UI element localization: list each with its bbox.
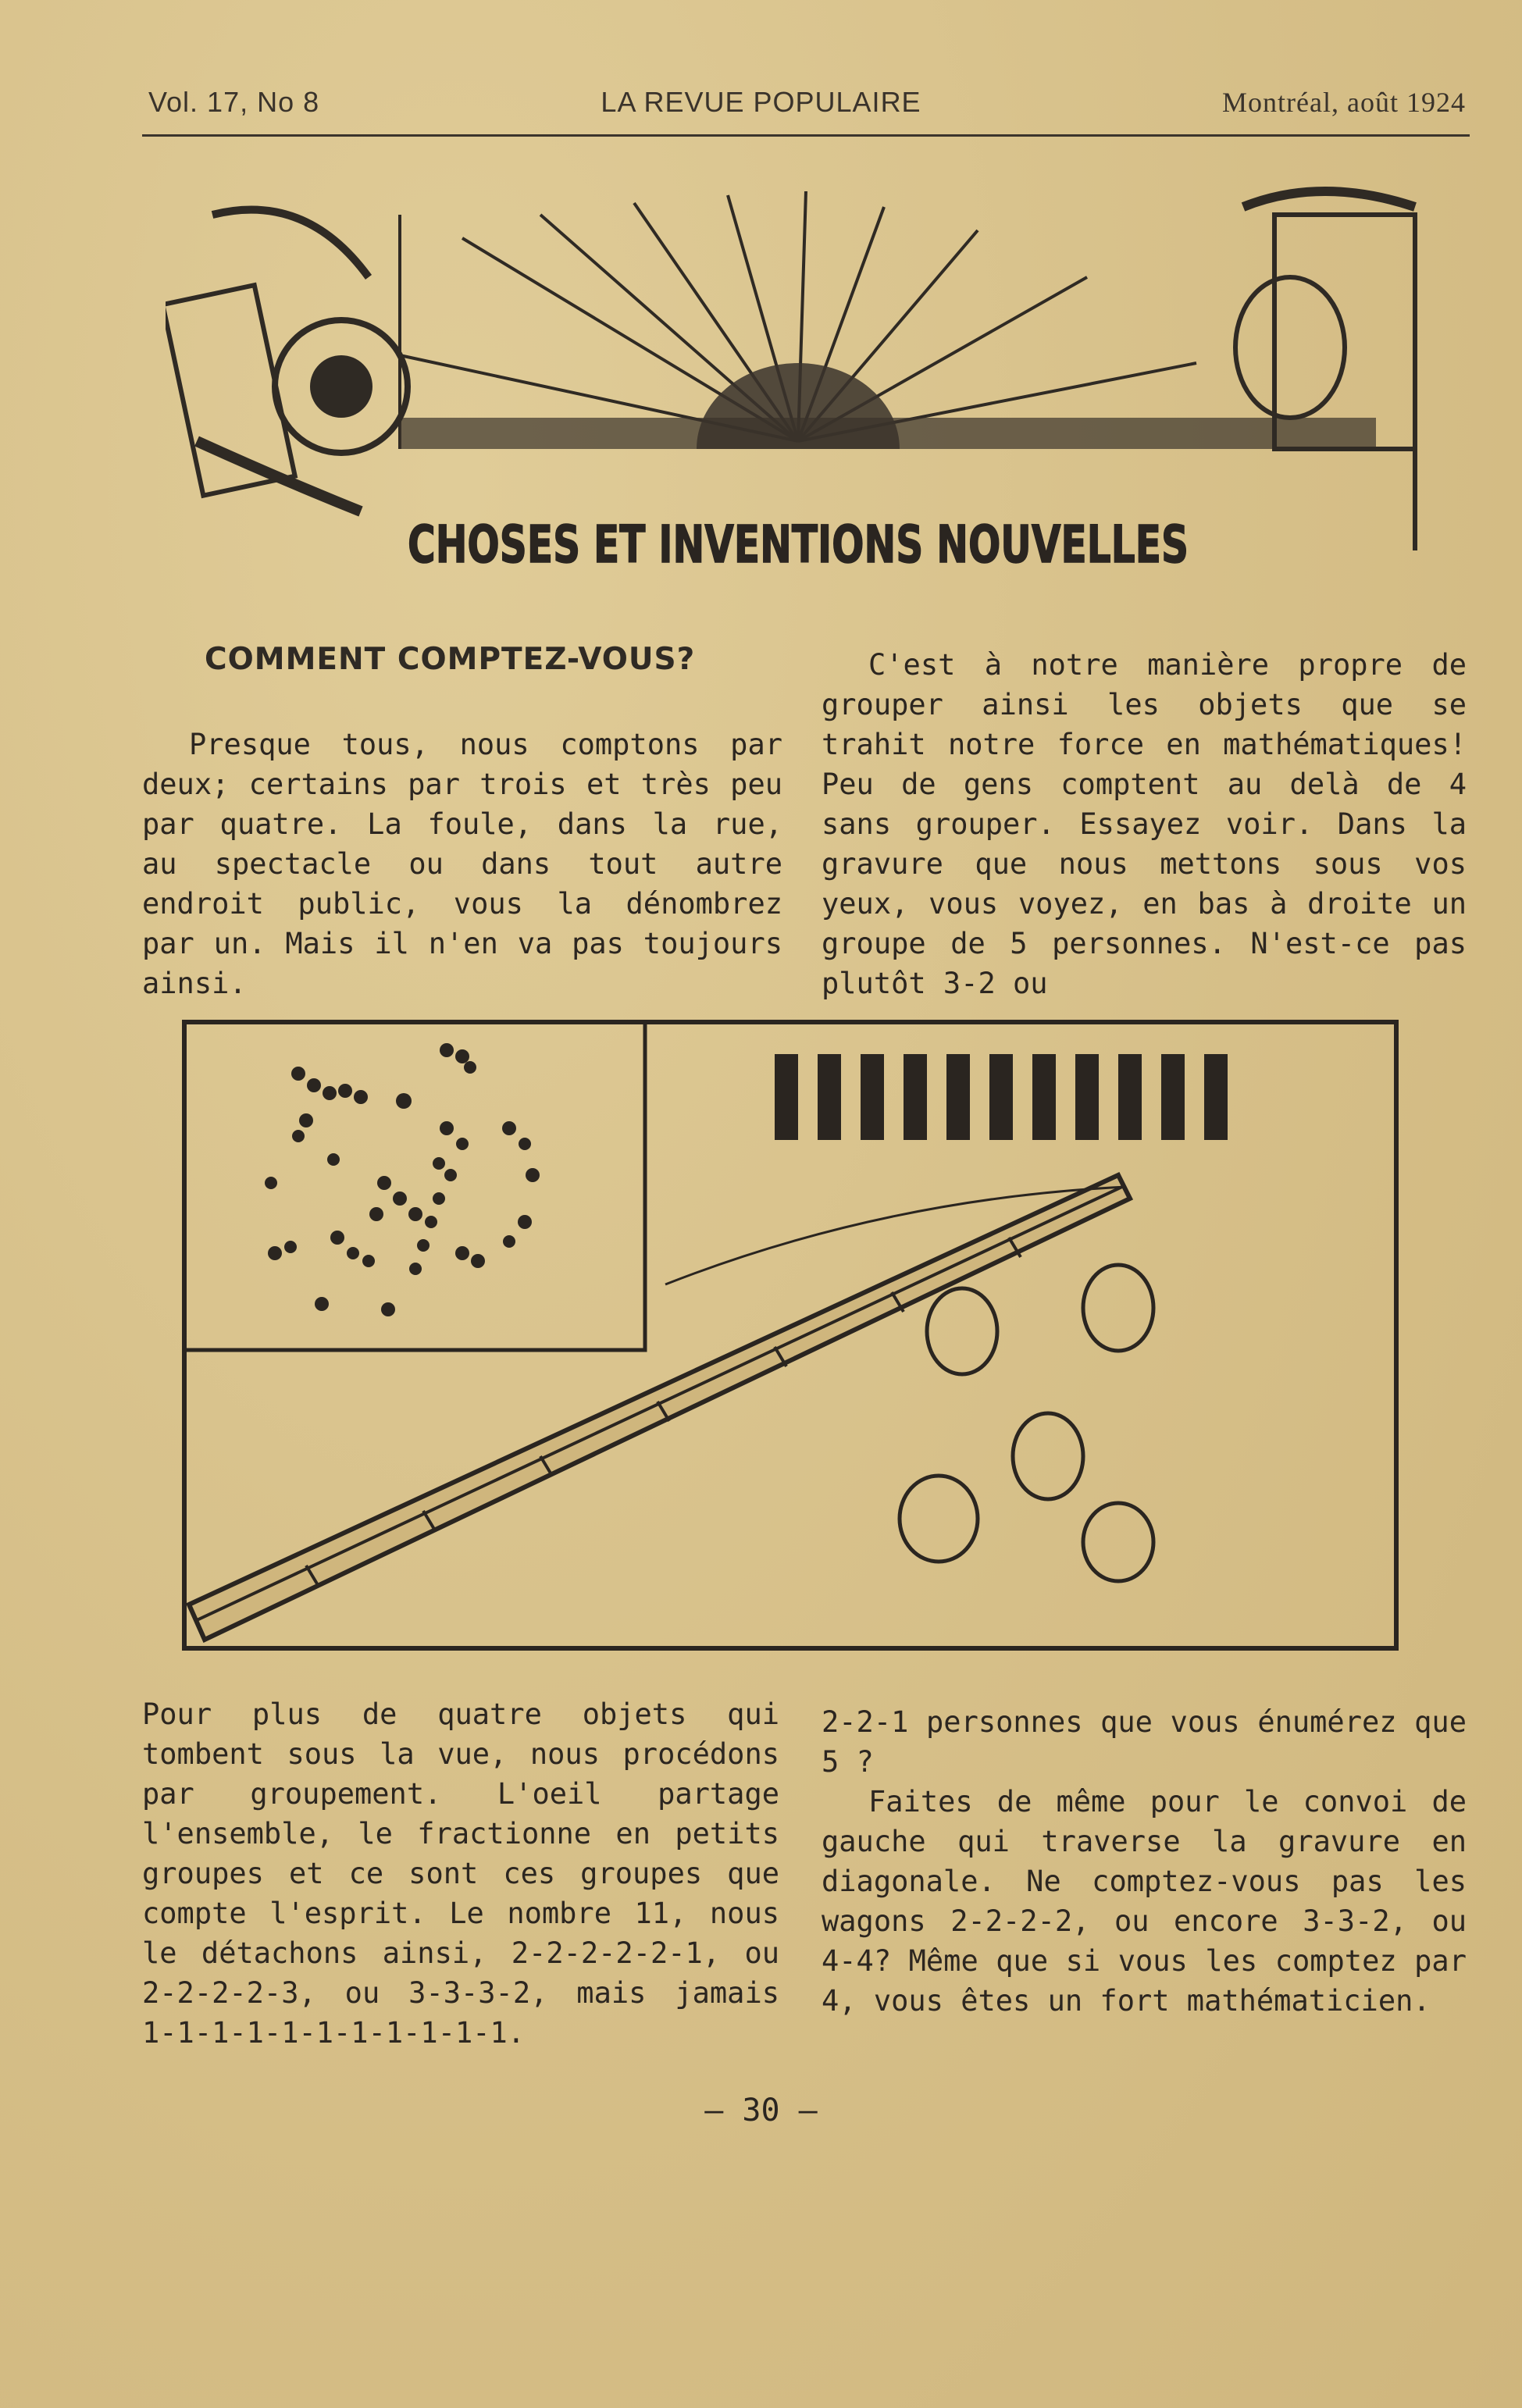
paragraph: 2-2-1 personnes que vous énumérez que 5 ?: [822, 1705, 1467, 1779]
face-group: [900, 1265, 1153, 1581]
banner-title: CHOSES ET INVENTIONS NOUVELLES: [408, 515, 1189, 575]
column-right-top: [822, 645, 1467, 1003]
section-banner: [166, 183, 1438, 590]
issue-date: Montréal, août 1924: [1222, 87, 1466, 118]
column-left-top: [142, 725, 782, 1003]
counting-illustration: [181, 1019, 1399, 1651]
banner-illustration: [166, 183, 1438, 590]
column-right-bottom: [822, 1702, 1467, 2021]
soldier-row: [775, 1054, 1228, 1140]
article-heading: COMMENT COMPTEZ-VOUS?: [205, 642, 696, 677]
page-number: — 30 —: [704, 2093, 818, 2128]
paragraph: Faites de même pour le convoi de gauche qui traverse la gravure en diagonale. Ne comptez-vous pas les wagons 2-2-2-2, ou encore 3-3-2, ou 4-4? Même que si vous les comptez par 4, vous êtes un fort mathématicien.: [822, 1785, 1467, 2018]
paragraph: Pour plus de quatre objets qui tombent sous la vue, nous procédons par groupement. L'oeil partage l'ensemble, le fractionne en petits groupes et ce sont ces groupes que compte l'esprit. Le nombre 11, nous le détachons ainsi, 2-2-2-2-2-1, ou 2-2-2-2-3, ou 3-3-3-2, mais jamais 1-1-1-1-1-1-1-1-1-1-1.: [142, 1697, 779, 2050]
paragraph: Presque tous, nous comptons par deux; certains par trois et très peu par quatre. La foule, dans la rue, au spectacle ou dans tout autre endroit public, vous la dénombrez par un. Mais il n'en va pas toujours ainsi.: [142, 728, 782, 1000]
train-convoy: [189, 1175, 1130, 1640]
magazine-title: LA REVUE POPULAIRE: [601, 86, 921, 118]
column-left-bottom: [142, 1694, 779, 2053]
scattered-dots: [265, 1043, 540, 1316]
header-rule: [142, 134, 1470, 137]
paragraph: C'est à notre manière propre de grouper ainsi les objets que se trahit notre force en mathématiques! Peu de gens comptent au delà de 4 sans grouper. Essayez voir. Dans la gravure que nous mettons sous vos yeux, vous voyez, en bas à droite un groupe de 5 personnes. N'est-ce pas plutôt 3-2 ou: [822, 648, 1467, 1000]
volume-number: Vol. 17, No 8: [148, 86, 320, 118]
